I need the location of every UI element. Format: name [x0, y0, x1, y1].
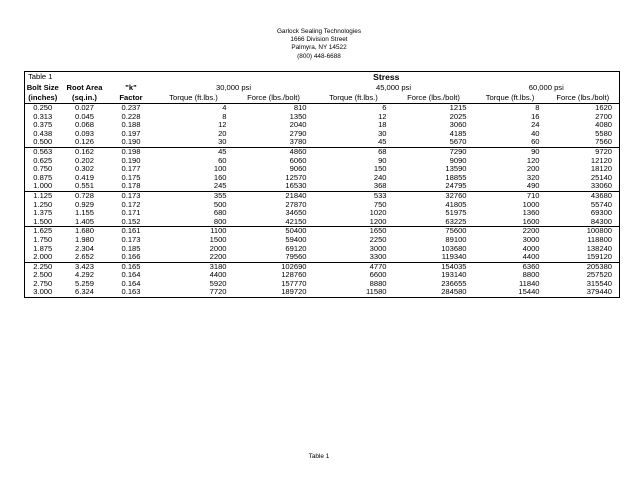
table-cell: 1100 — [154, 227, 234, 236]
table-cell: 193140 — [441, 271, 467, 280]
table-cell: 3000 — [522, 235, 540, 244]
table-cell: 0.164 — [121, 271, 141, 280]
table-cell: 0.875 — [25, 174, 61, 183]
col-root-area: Root Area — [66, 83, 103, 92]
table-row — [25, 271, 620, 280]
table-cell: 3300 — [369, 253, 387, 262]
table-cell: 68 — [314, 147, 394, 156]
table-cell: 0.163 — [109, 288, 154, 297]
table-cell: 2700 — [547, 113, 620, 122]
table-row — [25, 201, 620, 210]
table-cell: 1600 — [522, 217, 540, 226]
col-k: "k" — [125, 83, 137, 92]
table-cell: 42150 — [285, 217, 307, 226]
table-row — [25, 218, 620, 227]
table-cell: 69120 — [285, 244, 307, 253]
table-cell: 189720 — [234, 288, 314, 297]
table-cell: 21840 — [234, 191, 314, 200]
table-cell: 11840 — [518, 279, 540, 288]
table-cell: 2200 — [209, 253, 227, 262]
table-cell: 7290 — [394, 147, 474, 156]
table-cell: 11580 — [314, 288, 394, 297]
table-cell: 0.929 — [74, 200, 94, 209]
table-cell: 680 — [213, 209, 227, 218]
table-cell: 12570 — [285, 173, 307, 182]
table-cell: 1215 — [449, 103, 467, 112]
table-cell: 0.250 — [25, 104, 61, 113]
table-cell: 2250 — [369, 235, 387, 244]
table-cell: 100800 — [547, 227, 620, 236]
table-cell: 0.237 — [121, 103, 141, 112]
table-cell: 0.185 — [121, 244, 141, 253]
table-cell: 6 — [382, 103, 387, 112]
bolt-torque-table — [24, 71, 620, 298]
table-cell: 368 — [373, 182, 387, 191]
table-cell: 20 — [218, 129, 227, 138]
table-cell: 1.250 — [25, 201, 61, 210]
table-row — [25, 191, 620, 200]
table-cell: 1.000 — [25, 182, 61, 191]
table-cell: 120 — [526, 156, 540, 165]
table-cell: 12120 — [547, 157, 620, 166]
table-cell: 257520 — [547, 271, 620, 280]
table-cell: 0.419 — [74, 173, 94, 182]
table-cell: 13590 — [445, 165, 467, 174]
table-cell: 0.045 — [74, 112, 94, 121]
table-cell: 2000 — [209, 244, 227, 253]
table-cell: 490 — [526, 182, 540, 191]
table-cell: 1000 — [522, 200, 540, 209]
table-cell: 1.980 — [74, 235, 94, 244]
table-cell: 51975 — [445, 209, 467, 218]
table-cell: 2.000 — [25, 253, 61, 262]
table-cell: 128760 — [281, 271, 307, 280]
company-phone: (800) 448-6688 — [297, 52, 341, 60]
table-cell: 0.190 — [121, 156, 141, 165]
col-bolt-size: Bolt Size — [25, 83, 61, 93]
table-cell: 90 — [378, 156, 387, 165]
table-cell: 4400 — [209, 271, 227, 280]
table-cell: 2.500 — [25, 271, 61, 280]
table-cell: 710 — [474, 191, 547, 200]
table-cell: 1.875 — [25, 245, 61, 254]
table-cell: 6.324 — [61, 288, 109, 297]
table-row — [25, 174, 620, 183]
company-address: 1666 Division Street — [290, 36, 348, 44]
table-row — [25, 253, 620, 262]
table-cell: 59400 — [285, 235, 307, 244]
col-force-60000: Force (lbs./bolt) — [547, 93, 620, 104]
table-cell: 102690 — [234, 262, 314, 271]
table-cell: 4400 — [522, 253, 540, 262]
table-cell: 5670 — [449, 138, 467, 147]
table-cell: 90 — [474, 147, 547, 156]
table-cell: 25140 — [547, 174, 620, 183]
table-cell: 18 — [378, 121, 387, 130]
table-cell: 0.302 — [74, 165, 94, 174]
table-cell: 0.313 — [25, 113, 61, 122]
table-cell: 0.438 — [25, 130, 61, 139]
table-cell: 8800 — [522, 271, 540, 280]
table-cell: 15440 — [474, 288, 547, 297]
table-row — [25, 147, 620, 156]
table-cell: 800 — [213, 217, 227, 226]
table-cell: 1650 — [314, 227, 394, 236]
col-torque-60000: Torque (ft.lbs.) — [474, 93, 547, 104]
table-cell: 9060 — [289, 165, 307, 174]
table-cell: 0.750 — [25, 165, 61, 174]
table-cell: 1.375 — [25, 209, 61, 218]
table-cell: 0.625 — [25, 157, 61, 166]
col-root-area-unit: (sq.in.) — [61, 93, 109, 104]
table-row — [25, 262, 620, 271]
table-row — [25, 157, 620, 166]
table-cell: 4860 — [234, 147, 314, 156]
table-cell: 2.750 — [25, 280, 61, 289]
table-cell: 2040 — [289, 121, 307, 130]
table-row — [25, 113, 620, 122]
col-force-45000: Force (lbs./bolt) — [394, 93, 474, 104]
table-cell: 32760 — [394, 191, 474, 200]
table-cell: 0.728 — [61, 191, 109, 200]
table-label: Table 1 — [25, 72, 154, 84]
table-cell: 8 — [222, 112, 227, 121]
psi-group-30000: 30,000 psi — [216, 83, 252, 92]
table-cell: 5920 — [209, 279, 227, 288]
table-cell: 0.093 — [74, 129, 94, 138]
table-cell: 154035 — [394, 262, 474, 271]
table-cell: 1.125 — [25, 191, 61, 200]
table-cell: 63225 — [445, 217, 467, 226]
col-torque-30000: Torque (ft.lbs.) — [154, 93, 234, 104]
table-cell: 5.259 — [74, 279, 94, 288]
table-cell: 0.165 — [109, 262, 154, 271]
company-city: Palmyra, NY 14522 — [291, 44, 347, 52]
table-cell: 2200 — [474, 227, 547, 236]
company-name: Garlock Sealing Technologies — [276, 28, 362, 35]
table-cell: 205380 — [547, 262, 620, 271]
table-cell: 34650 — [285, 209, 307, 218]
table-cell: 0.162 — [61, 147, 109, 156]
table-cell: 6060 — [289, 156, 307, 165]
table-cell: 315540 — [547, 280, 620, 289]
table-cell: 160 — [213, 173, 227, 182]
table-cell: 0.172 — [121, 200, 141, 209]
table-cell: 1020 — [369, 209, 387, 218]
table-cell: 1.750 — [25, 236, 61, 245]
table-cell: 3780 — [289, 138, 307, 147]
col-bolt-size-unit: (inches) — [25, 93, 61, 104]
table-cell: 157770 — [281, 279, 307, 288]
table-cell: 33060 — [547, 182, 620, 191]
table-cell: 0.197 — [121, 129, 141, 138]
table-row — [25, 209, 620, 218]
table-cell: 0.178 — [121, 182, 141, 191]
table-cell: 0.126 — [74, 138, 94, 147]
table-cell: 0.190 — [121, 138, 141, 147]
table-cell: 9720 — [547, 147, 620, 156]
table-cell: 245 — [213, 182, 227, 191]
table-cell: 3.423 — [61, 262, 109, 271]
table-cell: 0.164 — [121, 279, 141, 288]
table-row — [25, 182, 620, 191]
table-row — [25, 245, 620, 254]
table-cell: 119340 — [441, 253, 467, 262]
table-cell: 159120 — [547, 253, 620, 262]
table-cell: 89100 — [445, 235, 467, 244]
table-row — [25, 236, 620, 245]
table-cell: 40 — [531, 129, 540, 138]
table-cell: 500 — [213, 200, 227, 209]
table-cell: 12 — [378, 112, 387, 121]
table-cell: 1.500 — [25, 218, 61, 227]
table-cell: 3060 — [449, 121, 467, 130]
table-cell: 0.068 — [74, 121, 94, 130]
psi-group-45000: 45,000 psi — [376, 83, 412, 92]
table-cell: 60 — [218, 156, 227, 165]
table-cell: 8 — [535, 103, 540, 112]
table-cell: 1350 — [289, 112, 307, 121]
table-cell: 1.680 — [61, 227, 109, 236]
table-cell: 45 — [378, 138, 387, 147]
table-cell: 84300 — [547, 218, 620, 227]
table-cell: 750 — [373, 200, 387, 209]
table-cell: 6600 — [369, 271, 387, 280]
table-cell: 3.000 — [25, 288, 61, 297]
table-cell: 236655 — [441, 279, 467, 288]
table-cell: 30 — [218, 138, 227, 147]
table-cell: 27870 — [285, 200, 307, 209]
table-cell: 8880 — [369, 279, 387, 288]
table-cell: 1360 — [522, 209, 540, 218]
stress-title: Stress — [154, 72, 620, 84]
table-cell: 4185 — [449, 129, 467, 138]
table-row — [25, 227, 620, 236]
table-cell: 1.155 — [74, 209, 94, 218]
table-cell: 55740 — [547, 201, 620, 210]
table-cell: 4080 — [547, 121, 620, 130]
table-cell: 16 — [531, 112, 540, 121]
table-cell: 240 — [373, 173, 387, 182]
table-cell: 1500 — [209, 235, 227, 244]
table-cell: 50400 — [234, 227, 314, 236]
table-cell: 810 — [293, 103, 307, 112]
table-row — [25, 280, 620, 289]
table-cell: 0.171 — [121, 209, 141, 218]
table-cell: 0.563 — [25, 147, 61, 156]
table-cell: 30 — [378, 129, 387, 138]
table-cell: 4 — [222, 103, 227, 112]
table-cell: 41805 — [445, 200, 467, 209]
table-cell: 533 — [314, 191, 394, 200]
table-cell: 18855 — [445, 173, 467, 182]
table-row — [25, 288, 620, 297]
table-cell: 4000 — [522, 244, 540, 253]
table-cell: 0.175 — [121, 173, 141, 182]
table-cell: 0.027 — [74, 103, 94, 112]
table-cell: 0.152 — [121, 217, 141, 226]
table-cell: 0.161 — [109, 227, 154, 236]
table-cell: 6360 — [474, 262, 547, 271]
table-cell: 320 — [526, 173, 540, 182]
table-cell: 0.228 — [121, 112, 141, 121]
table-cell: 118800 — [547, 236, 620, 245]
table-cell: 0.173 — [109, 191, 154, 200]
table-cell: 0.166 — [121, 253, 141, 262]
table-row — [25, 165, 620, 174]
table-cell: 18120 — [547, 165, 620, 174]
table-cell: 3180 — [154, 262, 234, 271]
table-cell: 2.250 — [25, 262, 61, 271]
table-cell: 0.202 — [74, 156, 94, 165]
page-footer: Table 1 — [308, 453, 330, 460]
table-cell: 9090 — [449, 156, 467, 165]
table-cell: 355 — [154, 191, 234, 200]
table-cell: 7560 — [547, 138, 620, 147]
table-cell: 75600 — [394, 227, 474, 236]
table-cell: 1.405 — [74, 217, 94, 226]
table-cell: 0.551 — [74, 182, 94, 191]
company-header — [0, 28, 638, 61]
table-cell: 24795 — [445, 182, 467, 191]
table-cell: 69300 — [547, 209, 620, 218]
table-cell: 0.173 — [121, 235, 141, 244]
table-cell: 150 — [373, 165, 387, 174]
col-force-30000: Force (lbs./bolt) — [234, 93, 314, 104]
col-k-sub: Factor — [109, 93, 154, 104]
table-cell: 24 — [531, 121, 540, 130]
table-cell: 79560 — [285, 253, 307, 262]
table-cell: 16530 — [285, 182, 307, 191]
table-cell: 0.375 — [25, 121, 61, 130]
table-cell: 138240 — [547, 245, 620, 254]
table-cell: 284580 — [394, 288, 474, 297]
table-row — [25, 121, 620, 130]
table-cell: 1.625 — [25, 227, 61, 236]
table-cell: 60 — [531, 138, 540, 147]
col-torque-45000: Torque (ft.lbs.) — [314, 93, 394, 104]
table-cell: 3000 — [369, 244, 387, 253]
table-cell: 4.292 — [74, 271, 94, 280]
table-cell: 1200 — [369, 217, 387, 226]
table-cell: 0.188 — [121, 121, 141, 130]
table-cell: 200 — [526, 165, 540, 174]
table-cell: 2.652 — [74, 253, 94, 262]
table-cell: 0.198 — [109, 147, 154, 156]
table-row — [25, 130, 620, 139]
table-cell: 45 — [154, 147, 234, 156]
table-cell: 103680 — [441, 244, 467, 253]
table-row — [25, 104, 620, 113]
table-cell: 5580 — [547, 130, 620, 139]
table-cell: 2790 — [289, 129, 307, 138]
table-cell: 2025 — [449, 112, 467, 121]
table-cell: 0.500 — [25, 138, 61, 147]
table-cell: 1620 — [547, 104, 620, 113]
table-cell: 0.177 — [121, 165, 141, 174]
table-cell: 100 — [213, 165, 227, 174]
table-row — [25, 138, 620, 147]
table-cell: 12 — [218, 121, 227, 130]
table-cell: 7720 — [154, 288, 234, 297]
psi-group-60000: 60,000 psi — [474, 83, 620, 93]
table-cell: 2.304 — [74, 244, 94, 253]
table-cell: 379440 — [547, 288, 620, 297]
table-cell: 4770 — [314, 262, 394, 271]
table-cell: 43680 — [547, 191, 620, 200]
